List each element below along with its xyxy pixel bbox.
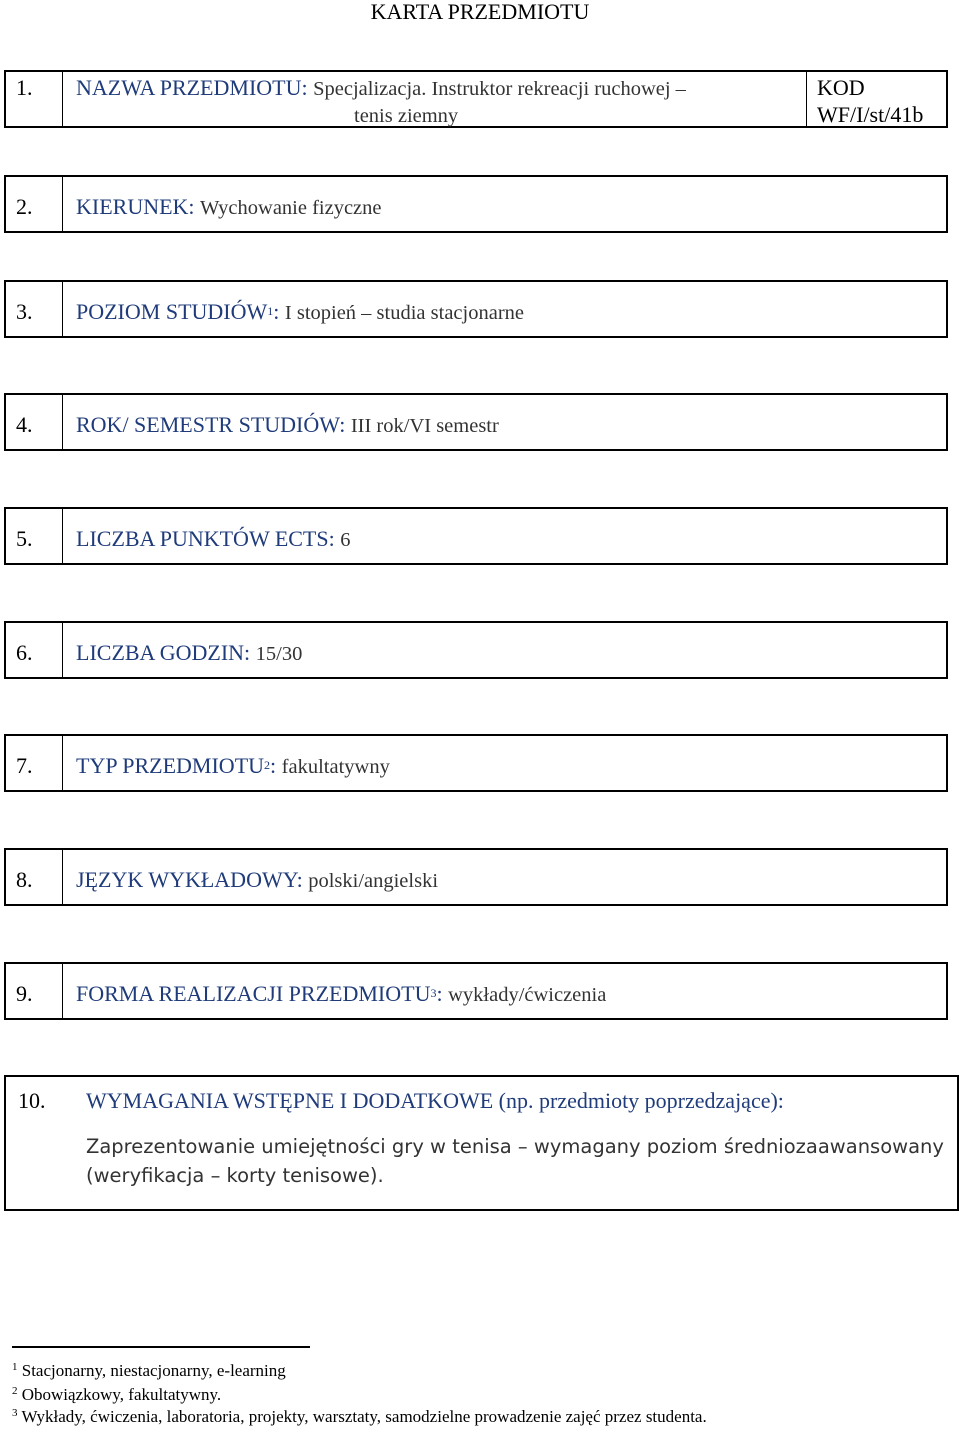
label-colon: : bbox=[436, 981, 443, 1006]
field-value: Specjalizacja. Instruktor rekreacji ruchowej – bbox=[313, 78, 686, 100]
code-value: WF/I/st/41b bbox=[817, 102, 924, 127]
row-year-semester bbox=[4, 393, 948, 451]
row-language bbox=[4, 848, 948, 906]
field-value: III rok/VI semestr bbox=[350, 415, 499, 437]
row-hours bbox=[4, 621, 948, 679]
row-number: 4. bbox=[6, 395, 63, 449]
footnote-text: Stacjonarny, niestacjonarny, e-learning bbox=[21, 1361, 286, 1380]
row-course-type bbox=[4, 734, 948, 792]
footnote-1 bbox=[12, 1361, 286, 1381]
label-colon: : bbox=[273, 299, 280, 324]
code-label: KOD bbox=[817, 75, 865, 100]
row-ects bbox=[4, 507, 948, 565]
footnote-2 bbox=[12, 1385, 221, 1405]
field-label: NAZWA PRZEDMIOTU: bbox=[76, 75, 308, 100]
row-line bbox=[76, 640, 302, 667]
field-label: WYMAGANIA WSTĘPNE I DODATKOWE (np. przedmioty poprzedzające): bbox=[86, 1088, 784, 1113]
field-value: 6 bbox=[340, 529, 351, 551]
row-line bbox=[76, 867, 438, 894]
row-number: 1. bbox=[6, 72, 63, 126]
row-number: 5. bbox=[6, 509, 63, 563]
field-value: I stopień – studia stacjonarne bbox=[284, 302, 524, 324]
footnote-text: Obowiązkowy, fakultatywny. bbox=[21, 1385, 222, 1404]
row-number: 3. bbox=[6, 282, 63, 336]
footnote-3 bbox=[12, 1407, 707, 1427]
footnote-ref: 2 bbox=[264, 758, 271, 772]
row-line bbox=[76, 753, 390, 780]
field-label: POZIOM STUDIÓW bbox=[76, 299, 268, 324]
footnote-separator bbox=[12, 1346, 310, 1348]
prerequisites-line-1: Zaprezentowanie umiejętności gry w tenisa – wymagany poziom średniozaawansowany bbox=[86, 1135, 944, 1158]
row-course-name bbox=[4, 70, 948, 128]
row-number: 8. bbox=[6, 850, 63, 904]
page-title: KARTA PRZEDMIOTU bbox=[370, 0, 590, 24]
footnote-ref: 1 bbox=[267, 304, 274, 318]
course-name-line bbox=[76, 75, 686, 102]
footnote-ref: 3 bbox=[430, 986, 437, 1000]
field-value: fakultatywny bbox=[281, 756, 390, 778]
row-field-of-study bbox=[4, 175, 948, 233]
prerequisites-line-2: (weryfikacja – korty tenisowe). bbox=[86, 1164, 384, 1187]
field-label: LICZBA PUNKTÓW ECTS: bbox=[76, 526, 335, 551]
row-prerequisites bbox=[4, 1075, 959, 1211]
row-line bbox=[76, 194, 382, 221]
course-name-line2 bbox=[354, 102, 458, 129]
label-colon: : bbox=[270, 753, 277, 778]
row-line bbox=[76, 299, 524, 326]
field-value: 15/30 bbox=[255, 643, 303, 665]
field-value: wykłady/ćwiczenia bbox=[448, 984, 607, 1006]
row-number: 6. bbox=[6, 623, 63, 677]
field-label: TYP PRZEDMIOTU bbox=[76, 753, 265, 778]
row-line bbox=[76, 981, 606, 1008]
row-line bbox=[76, 526, 350, 553]
row-form bbox=[4, 962, 948, 1020]
row-number: 7. bbox=[6, 736, 63, 790]
field-value: polski/angielski bbox=[308, 870, 439, 892]
field-label: ROK/ SEMESTR STUDIÓW: bbox=[76, 412, 346, 437]
course-code-cell bbox=[806, 72, 946, 126]
row-number: 2. bbox=[6, 177, 63, 231]
row-number: 10. bbox=[18, 1088, 46, 1113]
field-label: JĘZYK WYKŁADOWY: bbox=[76, 867, 303, 892]
field-label: FORMA REALIZACJI PRZEDMIOTU bbox=[76, 981, 431, 1006]
field-label: LICZBA GODZIN: bbox=[76, 640, 251, 665]
footnote-text: Wykłady, ćwiczenia, laboratoria, projekty, warsztaty, samodzielne prowadzenie zajęć przez studenta. bbox=[21, 1407, 707, 1426]
prerequisites-text bbox=[86, 1132, 956, 1190]
row-number: 9. bbox=[6, 964, 63, 1018]
row-study-level bbox=[4, 280, 948, 338]
footnote-mark: 2 bbox=[12, 1385, 18, 1397]
footnote-mark: 1 bbox=[12, 1361, 18, 1373]
field-value: Wychowanie fizyczne bbox=[200, 197, 382, 219]
field-label: KIERUNEK: bbox=[76, 194, 195, 219]
footnote-mark: 3 bbox=[12, 1407, 18, 1419]
field-value-continued: tenis ziemny bbox=[354, 105, 459, 127]
row-line bbox=[76, 412, 499, 439]
